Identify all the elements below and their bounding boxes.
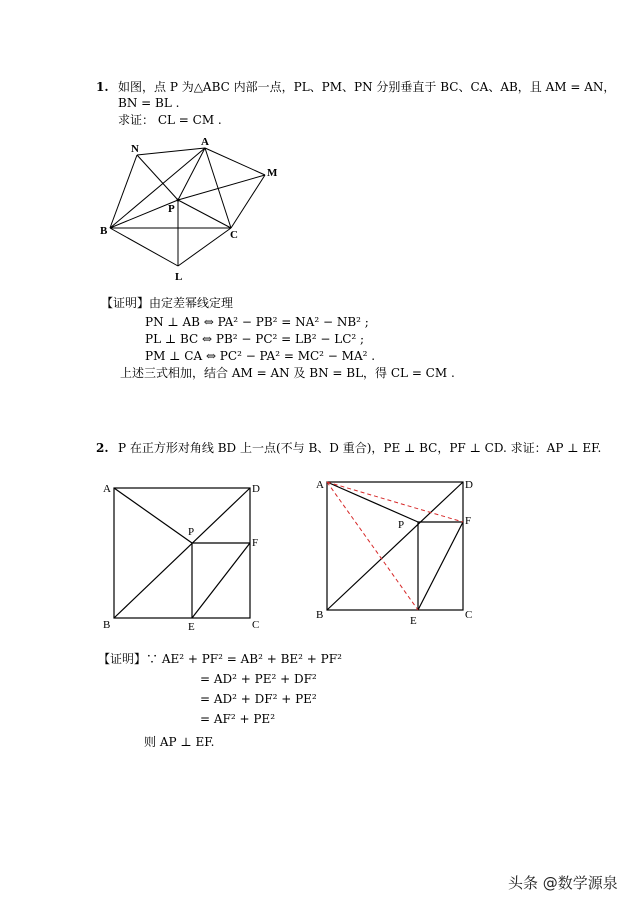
fig2a-label-A: A <box>103 483 111 495</box>
fig1-label-A: A <box>201 136 209 148</box>
fig2a-label-F: F <box>252 537 259 549</box>
fig1-label-M: M <box>267 167 278 179</box>
problem1-proof-head: 【证明】由定差幂线定理 <box>101 296 234 310</box>
fig2b-label-B: B <box>316 609 324 621</box>
problem2-proof-line3: = AD² + DF² + PE² <box>200 692 317 706</box>
problem1-statement-line1: 如图，点 P 为△ABC 内部一点，PL、PM、PN 分别垂直于 BC、CA、AB，且 AM = AN， <box>118 80 616 94</box>
problem2-proof-line1: 【证明】∵ AE² + PF² = AB² + BE² + PF² <box>98 652 342 666</box>
problem1-proof-line1: PN ⊥ AB ⇔ PA² − PB² = NA² − NB² ; <box>145 315 369 329</box>
fig2b-label-E: E <box>410 615 417 627</box>
fig2a-label-D: D <box>252 483 260 495</box>
fig2a-label-C: C <box>252 619 260 631</box>
problem1-proof-line3: PM ⊥ CA ⇔ PC² − PA² = MC² − MA² . <box>145 349 376 363</box>
problem1-number: 1. <box>96 80 109 94</box>
problem2-number: 2. <box>96 441 109 455</box>
problem1-statement-line2: BN = BL . <box>118 96 180 110</box>
fig1-label-P: P <box>168 203 175 215</box>
fig2a-label-P: P <box>188 526 195 538</box>
fig1-label-N: N <box>131 143 139 155</box>
watermark: 头条 @数学源泉 <box>508 874 618 892</box>
problem2-conclusion: 则 AP ⊥ EF. <box>144 735 215 749</box>
fig2a-label-B: B <box>103 619 111 631</box>
fig2b-label-A: A <box>316 479 324 491</box>
fig2b-label-C: C <box>465 609 473 621</box>
problem2-statement: P 在正方形对角线 BD 上一点(不与 B、D 重合)，PE ⊥ BC，PF ⊥ CD. 求证：AP ⊥ EF. <box>118 441 602 455</box>
fig1-label-L: L <box>175 271 183 283</box>
fig2a-label-E: E <box>188 621 195 633</box>
fig2b-label-D: D <box>465 479 473 491</box>
fig2b-label-P: P <box>398 519 405 531</box>
fig2b-label-F: F <box>465 515 472 527</box>
problem2-proof-line2: = AD² + PE² + DF² <box>200 672 317 686</box>
problem1-proof-line2: PL ⊥ BC ⇔ PB² − PC² = LB² − LC² ; <box>145 332 365 346</box>
fig1-label-B: B <box>100 225 108 237</box>
problem1-conclusion: 上述三式相加，结合 AM = AN 及 BN = BL，得 CL = CM . <box>120 366 455 380</box>
problem2-proof-line4: = AF² + PE² <box>200 712 275 726</box>
fig1-label-C: C <box>230 229 238 241</box>
problem1-prove: 求证： CL = CM . <box>118 113 222 127</box>
